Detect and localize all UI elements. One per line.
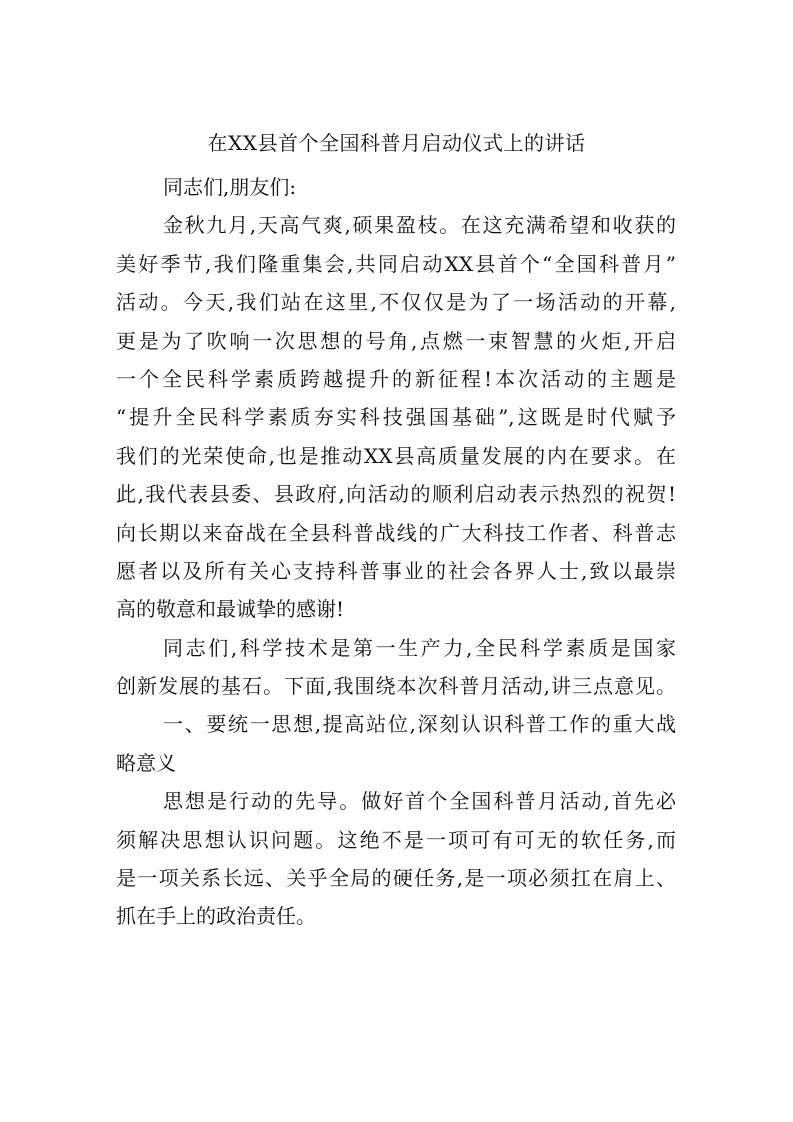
- section-heading: 略意义: [116, 750, 176, 775]
- text-line: 愿者以及所有关心支持科普事业的社会各界人士,致以最崇: [116, 558, 676, 583]
- text-line: 向长期以来奋战在全县科普战线的广大科技工作者、科普志: [116, 520, 676, 545]
- text-line: 一个全民科学素质跨越提升的新征程!本次活动的主题是: [116, 366, 676, 391]
- text-line: 思想是行动的先导。做好首个全国科普月活动,首先必: [163, 789, 676, 814]
- text-line: 美好季节,我们隆重集会,共同启动XX县首个“全国科普月”: [116, 251, 676, 276]
- text-line: 金秋九月,天高气爽,硕果盈枝。在这充满希望和收获的: [163, 213, 676, 238]
- text-line: 是一项关系长远、关乎全局的硬任务,是一项必须扛在肩上、: [116, 866, 676, 891]
- document-body: [116, 168, 676, 936]
- document-title: 在XX县首个全国科普月启动仪式上的讲话: [207, 131, 586, 155]
- text-line: 高的敬意和最诚挚的感谢!: [116, 597, 345, 622]
- section-heading: 一、要统一思想,提高站位,深刻认识科普工作的重大战: [163, 712, 676, 737]
- text-line: 创新发展的基石。下面,我围绕本次科普月活动,讲三点意见。: [116, 674, 676, 699]
- text-line: 须解决思想认识问题。这绝不是一项可有可无的软任务,而: [116, 827, 676, 852]
- text-line: 此,我代表县委、县政府,向活动的顺利启动表示热烈的祝贺!: [116, 482, 676, 507]
- text-line: 更是为了吹响一次思想的号角,点燃一束智慧的火炬,开启: [116, 328, 676, 353]
- text-line: 同志们,科学技术是第一生产力,全民科学素质是国家: [163, 635, 676, 660]
- text-line: 同志们,朋友们:: [163, 175, 297, 199]
- text-line: “提升全民科学素质夯实科技强国基础”,这既是时代赋予: [116, 405, 676, 430]
- text-line: 我们的光荣使命,也是推动XX县高质量发展的内在要求。在: [116, 443, 676, 468]
- text-line: 抓在手上的政治责任。: [116, 904, 316, 929]
- text-line: 活动。今天,我们站在这里,不仅仅是为了一场活动的开幕,: [116, 290, 676, 315]
